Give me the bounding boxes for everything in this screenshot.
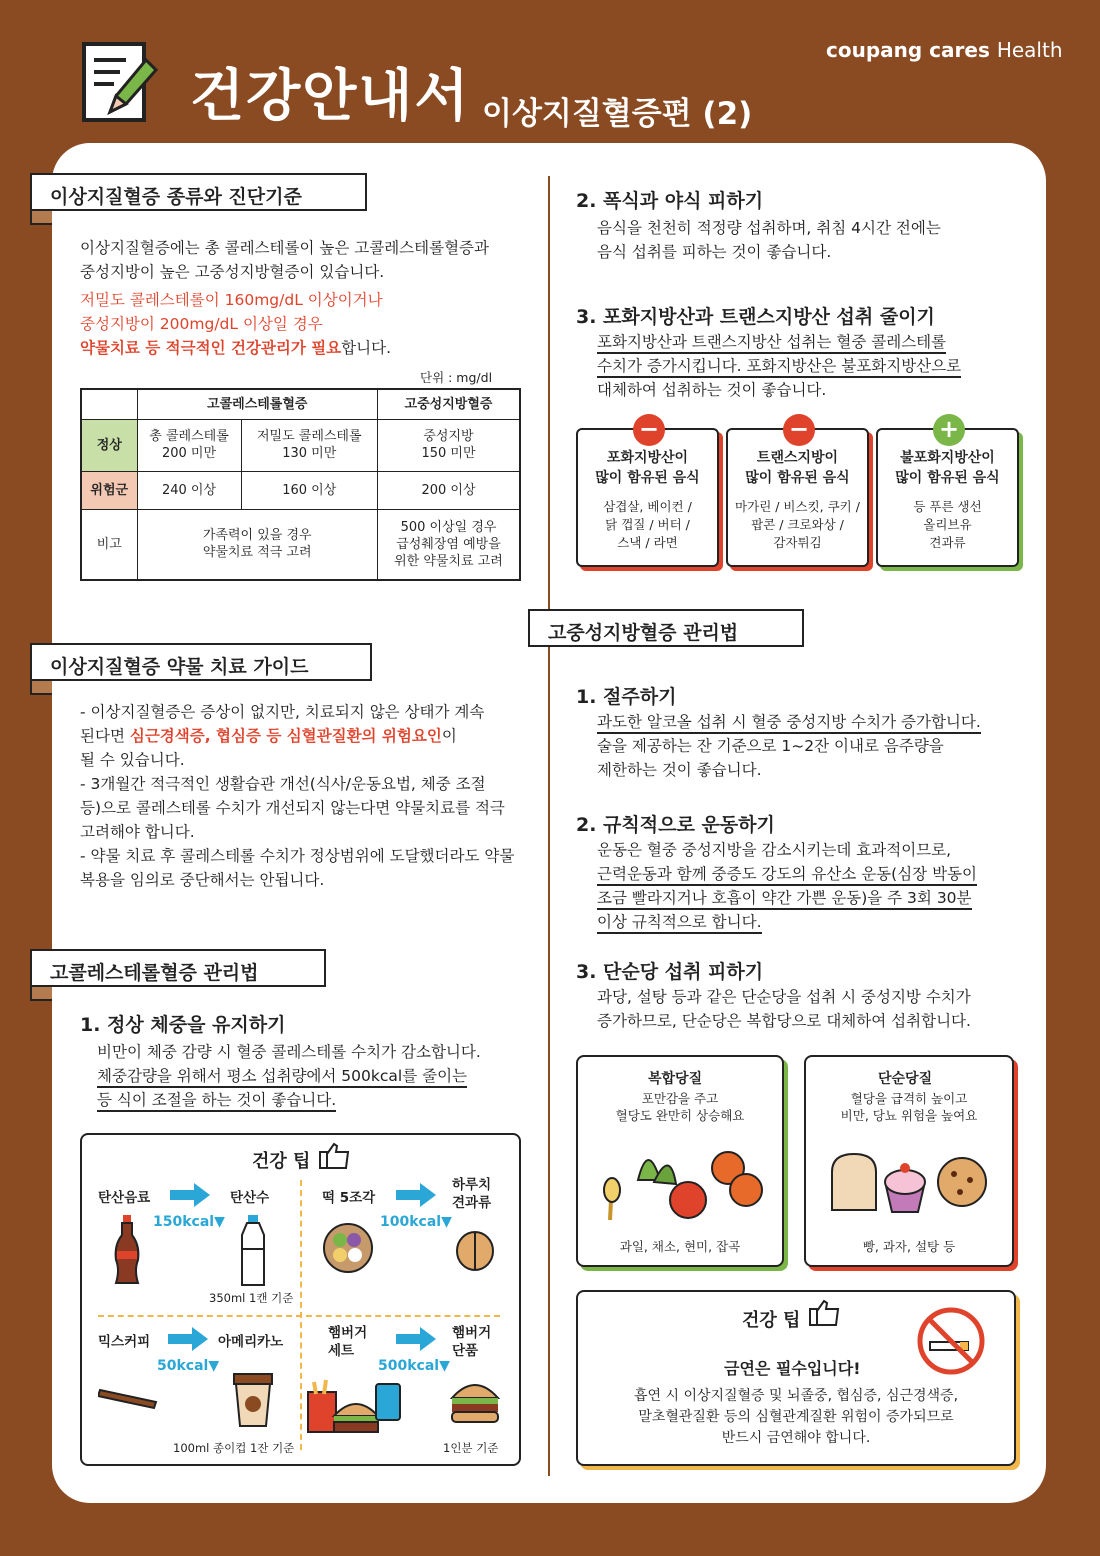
paragraph: 이상지질혈증에는 총 콜레스테롤이 높은 고콜레스테롤혈증과 중성지방이 높은 고중성지방혈증이 있습니다. (80, 239, 490, 281)
box-desc: 혈당을 급격히 높이고 비만, 당뇨 위험을 높여요 (840, 1091, 978, 1123)
water-bottle-icon (238, 1215, 268, 1287)
food-box (876, 415, 1019, 567)
swap-from: 탄산음료 (98, 1190, 151, 1206)
diagnosis-table: 고콜레스테롤혈증 고중성지방혈증 정상 총 콜레스테롤 200 미만 저밀도 콜레스테롤 130 미만 중성지방 150 미만 위험군 240 이상 160 이상 200 이상 비고 가족력이 있을 경우 약물치료 적극 고려 500 이상일 경우 급성췌장염 예방을 위한 약물치료 고려 (80, 388, 521, 581)
food-box-text: 마가린 / 비스킷, 쿠키 / 팝콘 / 크로와상 / 감자튀김 (735, 499, 860, 550)
heading-fat: 3. 포화지방산과 트랜스지방산 섭취 줄이기 (576, 306, 935, 328)
coffee-cup-icon (230, 1372, 276, 1428)
swap-to: 탄산수 (230, 1190, 270, 1206)
swap-from: 떡 5조각 (322, 1190, 376, 1206)
box-title: 복합당질 (648, 1071, 703, 1087)
heading-weight: 1. 정상 체중을 유지하기 (80, 1014, 286, 1036)
arrow-right-icon (396, 1183, 436, 1207)
tip-head: 금연은 필수입니다! (724, 1359, 861, 1378)
burger-set-icon (304, 1378, 404, 1436)
food-box-title: 포화지방산이 많이 함유된 음식 (595, 450, 700, 486)
box-desc: 포만감을 주고 혈당도 완만히 상승해요 (615, 1091, 745, 1123)
food-box-title: 불포화지방산이 많이 함유된 음식 (895, 450, 1000, 486)
swap-from: 믹스커피 (98, 1334, 151, 1350)
hamburger-icon (450, 1378, 500, 1424)
food-box (576, 415, 719, 567)
note: 1인분 기준 (443, 1441, 499, 1455)
section-title-types: 이상지질혈증 종류와 진단기준 (30, 173, 367, 211)
brand-logo: coupang cares Health (826, 38, 1063, 62)
box-footer: 빵, 과자, 설탕 등 (862, 1239, 956, 1254)
heading-sugar: 3. 단순당 섭취 피하기 (576, 961, 764, 983)
paragraph: 포화지방산과 트랜스지방산 섭취는 혈중 콜레스테롤 수치가 증가시킵니다. 포화지방산은 불포화지방산으로 대체하여 섭취하는 것이 좋습니다. (597, 333, 962, 399)
column-divider (548, 176, 550, 1476)
page-subtitle: 이상지질혈증편 (2) (482, 96, 753, 132)
kcal-saving: 500kcal▼ (378, 1358, 450, 1374)
swap-to: 하루치 견과류 (452, 1177, 492, 1211)
medication-guide: - 이상지질혈증은 증상이 없지만, 치료되지 않은 상태가 계속 된다면 심근경색증, 협심증 등 심혈관질환의 위험요인이 될 수 있습니다. - 3개월간 적극적인 생활습관 개선(식사/운동요법, 체중 조절 등)으로 콜레스테롤 수치가 개선되지 않는다면 약물치료를 적극 고려해야 합니다. - 약물 치료 후 콜레스테롤 수치가 정상범위에 도달했더라도 약물 복용을 임의로 중단해서는 안됩니다. (80, 703, 515, 889)
box-title: 단순당질 (878, 1071, 933, 1087)
bread-cake-cookie-icon (828, 1146, 990, 1216)
tip-title: 건강 팁 (742, 1310, 801, 1331)
swap-to: 아메리카노 (218, 1334, 284, 1350)
food-box-text: 등 푸른 생선 올리브유 견과류 (913, 499, 982, 550)
paragraph: 비만이 체중 감량 시 혈중 콜레스테롤 수치가 감소합니다. 체중감량을 위해서 평소 섭취량에서 500kcal를 줄이는 등 식이 조절을 하는 것이 좋습니다. (97, 1040, 481, 1112)
section-title-triglyceride: 고중성지방혈증 관리법 (528, 609, 804, 647)
tip-text: 흡연 시 이상지질혈증 및 뇌졸중, 협심증, 심근경색증, 말초혈관질환 등의 심혈관계질환 위험이 증가되므로 반드시 금연해야 합니다. (633, 1388, 959, 1446)
food-box-title: 트랜스지방이 많이 함유된 음식 (745, 450, 850, 486)
swap-from: 햄버거 세트 (328, 1325, 368, 1359)
criteria-text: 저밀도 콜레스테롤이 160mg/dL 이상이거나 중성지방이 200mg/dL 이상일 경우 약물치료 등 적극적인 건강관리가 필요합니다. (80, 291, 392, 357)
thumbs-up-icon (808, 1297, 842, 1327)
kcal-saving: 50kcal▼ (157, 1358, 220, 1374)
tip-title: 건강 팁 (252, 1151, 311, 1172)
rice-cake-plate-icon (322, 1222, 374, 1274)
minus-icon: − (783, 414, 815, 446)
unit-label: 단위 : mg/dl (420, 370, 493, 385)
box-footer: 과일, 채소, 현미, 잡곡 (619, 1239, 741, 1254)
section-title-medication: 이상지질혈증 약물 치료 가이드 (30, 643, 372, 681)
paragraph: 운동은 혈중 중성지방을 감소시키는데 효과적이므로, 근력운동과 함께 중증도 강도의 유산소 운동(심장 박동이 조금 빨라지거나 호흡이 약간 가쁜 운동)을 주 3회 30분 이상 규칙적으로 합니다. (597, 838, 977, 934)
kcal-saving: 150kcal▼ (153, 1214, 225, 1230)
thumbs-up-icon (318, 1140, 352, 1170)
page-title: 건강안내서 (190, 64, 471, 129)
note: 100ml 종이컵 1잔 기준 (173, 1441, 295, 1455)
note: 350ml 1캔 기준 (209, 1291, 294, 1305)
cola-bottle-icon (112, 1215, 142, 1285)
swap-to: 햄버거 단품 (452, 1325, 492, 1359)
kcal-saving: 100kcal▼ (380, 1214, 452, 1230)
plus-icon: + (933, 414, 965, 446)
coffee-stick-icon (98, 1384, 158, 1410)
paragraph: 음식을 천천히 적정량 섭취하며, 취침 4시간 전에는 음식 섭취를 피하는 것이 좋습니다. (597, 219, 941, 261)
heading-alcohol: 1. 절주하기 (576, 686, 677, 708)
minus-icon: − (633, 414, 665, 446)
walnut-icon (455, 1230, 495, 1272)
paragraph: 과도한 알코올 섭취 시 혈중 중성지방 수치가 증가합니다. 술을 제공하는 잔 기준으로 1~2잔 이내로 음주량을 제한하는 것이 좋습니다. (597, 713, 981, 779)
heading-overeating: 2. 폭식과 야식 피하기 (576, 190, 764, 212)
paragraph: 과당, 설탕 등과 같은 단순당을 섭취 시 중성지방 수치가 증가하므로, 단순당은 복합당으로 대체하여 섭취합니다. (597, 988, 971, 1030)
arrow-right-icon (396, 1327, 436, 1351)
arrow-right-icon (168, 1327, 208, 1351)
heading-exercise: 2. 규칙적으로 운동하기 (576, 814, 775, 836)
food-box (726, 415, 869, 567)
arrow-right-icon (170, 1183, 210, 1207)
document-pencil-icon (80, 40, 160, 124)
no-smoking-icon (916, 1306, 986, 1376)
food-box-text: 삼겹살, 베이컨 / 닭 껍질 / 버터 / 스낵 / 라면 (603, 499, 692, 550)
section-title-cholesterol: 고콜레스테롤혈증 관리법 (30, 949, 326, 987)
fruits-vegetables-icon (598, 1140, 768, 1224)
